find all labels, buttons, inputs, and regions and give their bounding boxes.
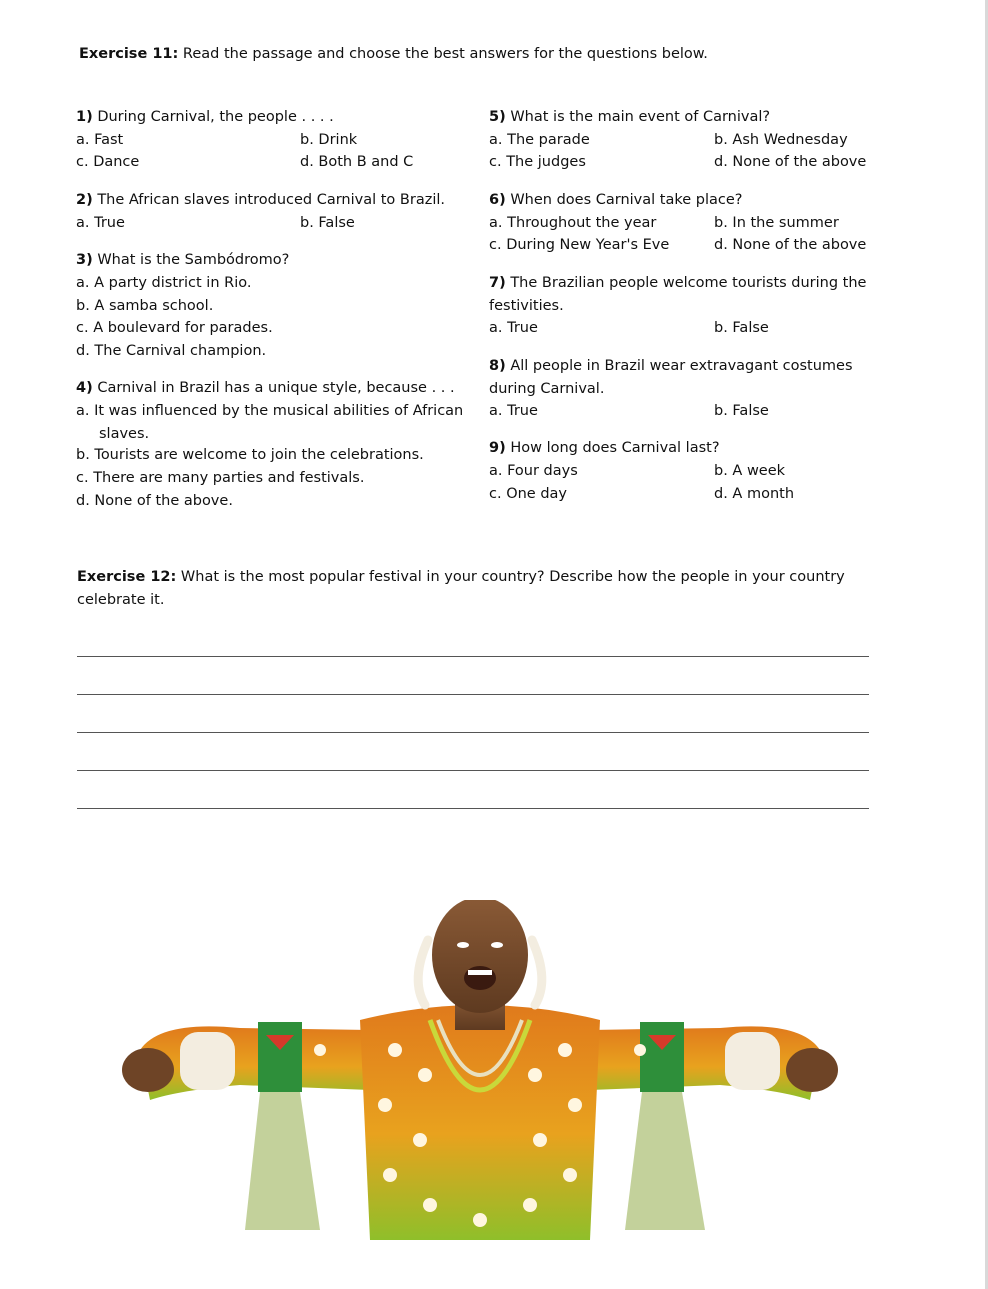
carnival-figure-illustration [120,900,840,1240]
question-number: 8) [489,358,506,374]
question-5 [489,108,770,126]
q7-option-a[interactable]: a. True [489,320,538,336]
left-arm [140,1026,370,1100]
exercise-11-header [79,45,708,63]
question-6 [489,191,742,209]
q4-option-b[interactable]: b. Tourists are welcome to join the celebrations. [76,447,424,463]
q3-option-b[interactable]: b. A samba school. [76,298,214,314]
left-hand [122,1048,174,1092]
right-eye [491,942,503,948]
question-number: 6) [489,192,506,208]
question-1 [76,108,334,126]
q7-option-b[interactable]: b. False [714,320,769,336]
q6-option-b[interactable]: b. In the summer [714,215,839,231]
q2-option-a[interactable]: a. True [76,215,125,231]
q6-option-c[interactable]: c. During New Year's Eve [489,237,670,253]
q6-option-d[interactable]: d. None of the above [714,237,867,253]
left-eye [457,942,469,948]
right-arm-band [640,1022,684,1092]
q5-option-a[interactable]: a. The parade [489,132,590,148]
q4-option-c[interactable]: c. There are many parties and festivals. [76,470,365,486]
q3-option-a[interactable]: a. A party district in Rio. [76,275,252,291]
q4-option-a-continued: slaves. [99,426,150,442]
exercise-11-instruction: Read the passage and choose the best answers for the questions below. [182,46,708,62]
q9-option-a[interactable]: a. Four days [489,463,578,479]
question-8-continued: during Carnival. [489,381,605,397]
left-ear-horn [418,940,428,1005]
q9-option-c[interactable]: c. One day [489,486,567,502]
head [432,900,528,1013]
q5-option-c[interactable]: c. The judges [489,154,586,170]
question-text: The Brazilian people welcome tourists during the [510,275,867,291]
question-number: 7) [489,275,506,291]
q4-option-d[interactable]: d. None of the above. [76,493,233,509]
question-text: When does Carnival take place? [510,192,743,208]
answer-line-4[interactable] [77,770,869,771]
left-fur-cuff [180,1032,235,1090]
question-3 [76,251,289,269]
right-ear-horn [532,940,542,1005]
q9-option-d[interactable]: d. A month [714,486,795,502]
q2-option-b[interactable]: b. False [300,215,355,231]
question-text: What is the main event of Carnival? [510,109,771,125]
q3-option-d[interactable]: d. The Carnival champion. [76,343,267,359]
mouth [464,966,496,990]
question-number: 3) [76,252,93,268]
exercise-12-label: Exercise 12: [77,569,177,585]
right-hand [786,1048,838,1092]
q3-option-c[interactable]: c. A boulevard for parades. [76,320,273,336]
question-2 [76,191,445,209]
q1-option-c[interactable]: c. Dance [76,154,140,170]
q4-option-a[interactable]: a. It was influenced by the musical abilities of African [76,403,464,419]
answer-line-3[interactable] [77,732,869,733]
question-9 [489,439,720,457]
exercise-12-header [77,568,845,586]
q5-option-b[interactable]: b. Ash Wednesday [714,132,848,148]
exercise-12-prompt-continued: celebrate it. [77,592,165,608]
question-number: 4) [76,380,93,396]
question-number: 1) [76,109,93,125]
torso [360,1005,600,1240]
question-text: All people in Brazil wear extravagant costumes [510,358,853,374]
right-fur-cuff [725,1032,780,1090]
left-tassel [245,1092,320,1230]
question-4 [76,379,455,397]
q8-option-b[interactable]: b. False [714,403,769,419]
question-text: What is the Sambódromo? [97,252,290,268]
q1-option-a[interactable]: a. Fast [76,132,124,148]
q1-option-b[interactable]: b. Drink [300,132,358,148]
answer-line-1[interactable] [77,656,869,657]
q9-option-b[interactable]: b. A week [714,463,786,479]
answer-line-2[interactable] [77,694,869,695]
teeth [468,970,492,975]
right-arm [590,1026,820,1100]
question-text: How long does Carnival last? [510,440,720,456]
question-text: Carnival in Brazil has a unique style, because . . . [97,380,455,396]
q6-option-a[interactable]: a. Throughout the year [489,215,657,231]
question-text: The African slaves introduced Carnival to Brazil. [97,192,445,208]
question-7-continued: festivities. [489,298,564,314]
question-8 [489,357,853,375]
answer-line-5[interactable] [77,808,869,809]
q1-option-d[interactable]: d. Both B and C [300,154,414,170]
question-number: 9) [489,440,506,456]
question-text: During Carnival, the people . . . . [97,109,334,125]
exercise-11-label: Exercise 11: [79,46,179,62]
right-tassel [625,1092,705,1230]
question-number: 5) [489,109,506,125]
left-arm-band [258,1022,302,1092]
q5-option-d[interactable]: d. None of the above [714,154,867,170]
q8-option-a[interactable]: a. True [489,403,538,419]
exercise-12-prompt: What is the most popular festival in your country? Describe how the people in your country [180,569,845,585]
question-number: 2) [76,192,93,208]
question-7 [489,274,866,292]
